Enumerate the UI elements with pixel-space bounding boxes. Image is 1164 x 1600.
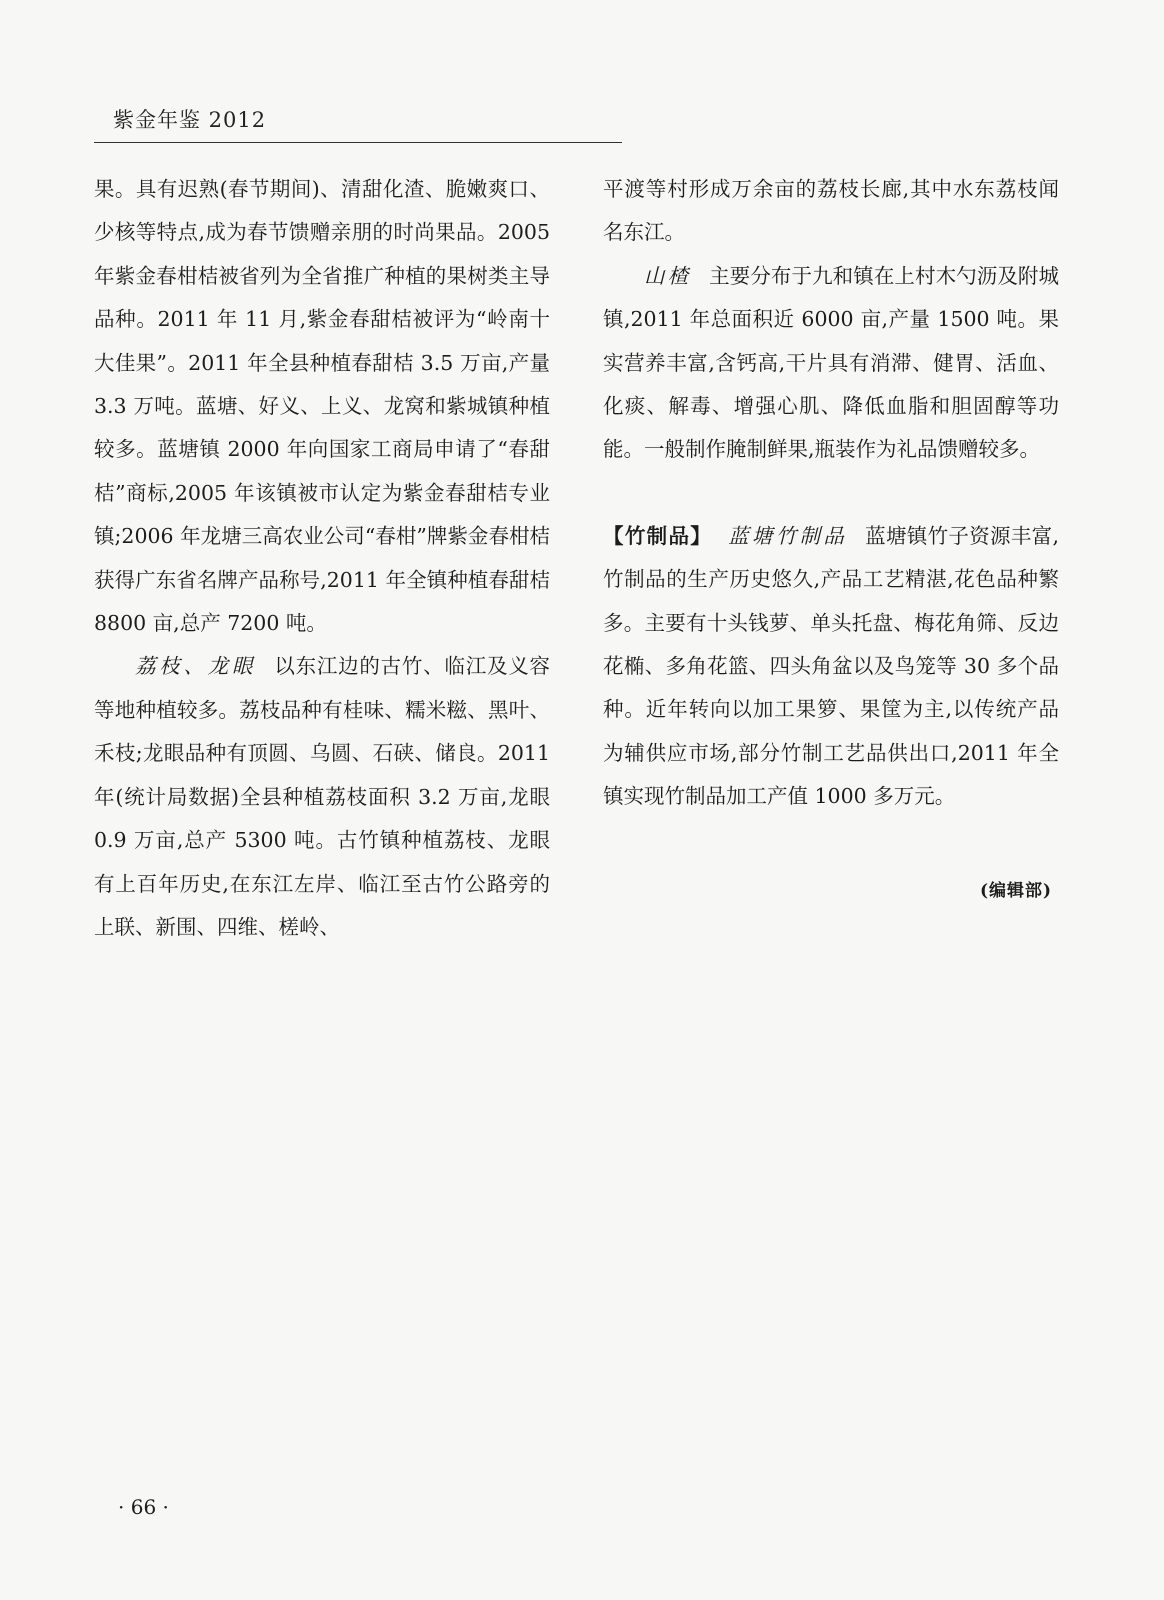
body-shanzha: 主要分布于九和镇在上村木勺沥及附城镇,2011 年总面积近 6000 亩,产量 1500 吨。果实营养丰富,含钙高,干片具有消滞、健胃、活血、化痰、解毒、增强心肌、降低血脂和胆固醇等功能。一般制作腌制鲜果,瓶装作为礼品馈赠较多。 bbox=[603, 263, 1060, 462]
body-lizhi-longyan: 以东江边的古竹、临江及义容等地种植较多。荔枝品种有桂味、糯米糍、黑叶、禾枝;龙眼品种有顶圆、乌圆、石硖、储良。2011 年(统计局数据)全县种植荔枝面积 3.2 万亩,龙眼 0.9 万亩,总产 5300 吨。古竹镇种植荔枝、龙眼有上百年历史,在东江左岸、临江至古竹公路旁的上联、新围、四维、槎岭、 bbox=[94, 654, 551, 939]
page-number: · 66 · bbox=[118, 1495, 169, 1519]
subhead-lantang-bamboo: 蓝塘竹制品 bbox=[728, 523, 848, 548]
section-title-bamboo: 【竹制品】 bbox=[603, 523, 713, 548]
header-rule bbox=[94, 142, 622, 143]
paragraph-chuntianju: 果。具有迟熟(春节期间)、清甜化渣、脆嫩爽口、少核等特点,成为春节馈赠亲朋的时尚果品。2005 年紫金春柑桔被省列为全省推广种植的果树类主导品种。2011 年 11 月,紫金春甜桔被评为“岭南十大佳果”。2011 年全县种植春甜桔 3.5 万亩,产量 3.3 万吨。蓝塘、好义、上义、龙窝和紫城镇种植较多。蓝塘镇 2000 年向国家工商局申请了“春甜桔”商标,2005 年该镇被市认定为紫金春甜桔专业镇;2006 年龙塘三高农业公司“春柑”牌紫金春柑桔获得广东省名牌产品称号,2011 年全镇种植春甜桔 8800 亩,总产 7200 吨。 bbox=[94, 177, 550, 636]
right-column bbox=[603, 168, 1059, 819]
running-header: 紫金年鉴 2012 bbox=[113, 108, 267, 132]
left-column bbox=[94, 168, 550, 949]
subhead-shanzha: 山楂 bbox=[644, 263, 692, 288]
paragraph-continuation: 平渡等村形成万余亩的荔枝长廊,其中水东荔枝闻名东江。 bbox=[603, 177, 1059, 245]
section-bamboo bbox=[603, 515, 1059, 819]
paragraph-shanzha bbox=[603, 255, 1059, 472]
editor-credit: (编辑部) bbox=[980, 881, 1053, 901]
subhead-lizhi-longyan: 荔枝、龙眼 bbox=[135, 654, 257, 679]
body-bamboo: 蓝塘镇竹子资源丰富,竹制品的生产历史悠久,产品工艺精湛,花色品种繁多。主要有十头钱萝、单头托盘、梅花角筛、反边花椭、多角花篮、四头角盆以及鸟笼等 30 多个品种。近年转向以加工果箩、果筐为主,以传统产品为辅供应市场,部分竹制工艺品供出口,2011 年全镇实现竹制品加工产值 1000 多万元。 bbox=[603, 523, 1059, 809]
paragraph-lizhi-longyan bbox=[94, 645, 550, 949]
